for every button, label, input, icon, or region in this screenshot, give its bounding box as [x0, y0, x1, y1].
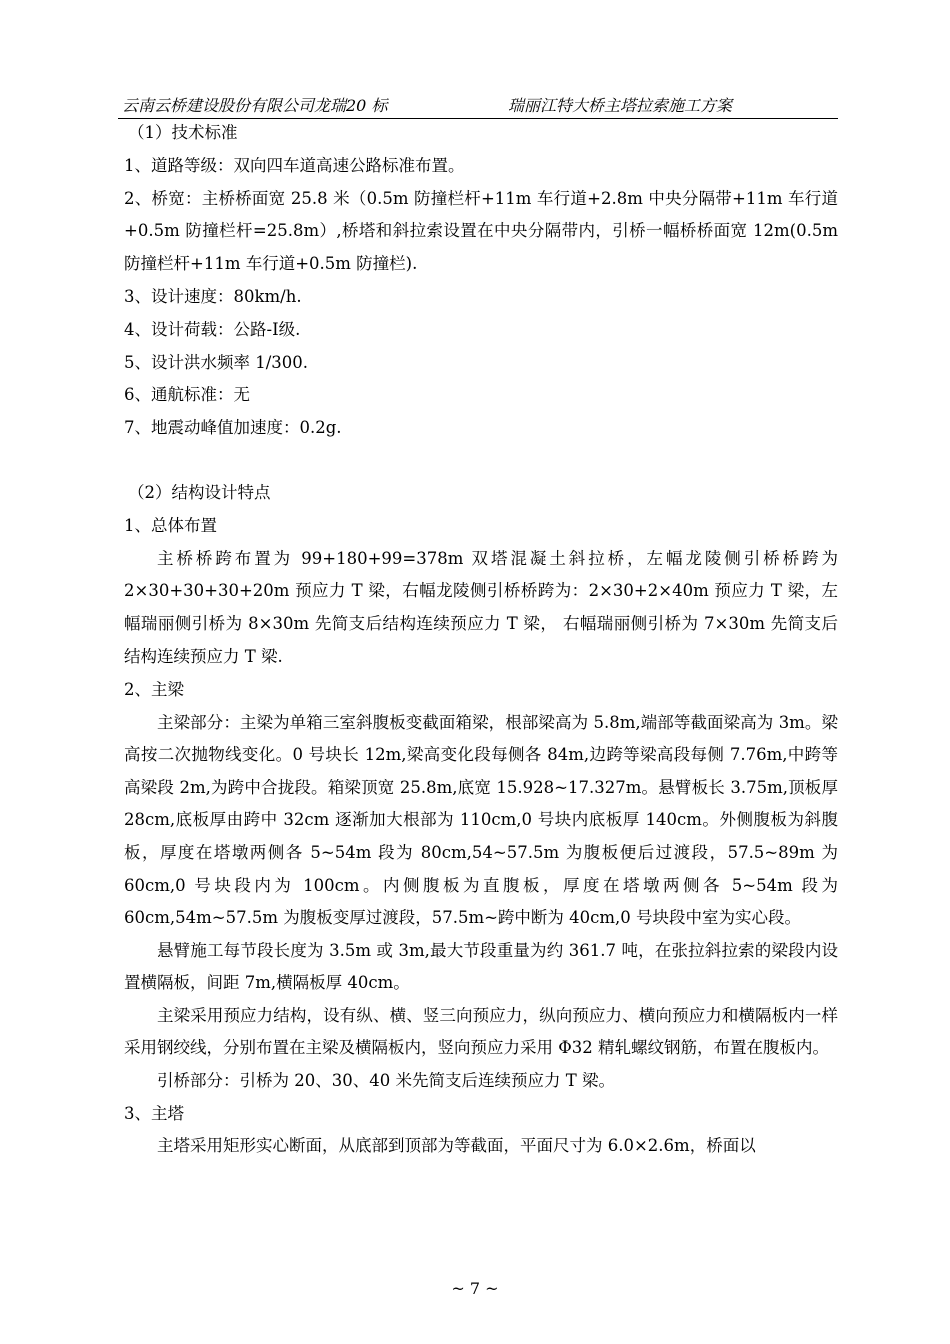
standard-item-7: 7、地震动峰值加速度：0.2g. [124, 418, 342, 438]
document-body [124, 117, 838, 1163]
header-document-title: 瑞丽江特大桥主塔拉索施工方案 [508, 96, 733, 115]
girder-paragraph-2: 悬臂施工每节段长度为 3.5m 或 3m,最大节段重量为约 361.7 吨，在张拉斜拉索的梁段内设置横隔板，间距 7m,横隔板厚 40cm。 [124, 940, 838, 993]
page-header [118, 96, 838, 119]
standard-item-1: 1、道路等级：双向四车道高速公路标准布置。 [124, 155, 465, 175]
tower-paragraph: 主塔采用矩形实心断面，从底部到顶部为等截面，平面尺寸为 6.0×2.6m，桥面以 [157, 1136, 756, 1156]
section-title-tech-standard: （1）技术标准 [128, 123, 238, 142]
girder-paragraph-3: 主梁采用预应力结构，设有纵、横、竖三向预应力，纵向预应力、横向预应力和横隔板内一样采用钢绞线，分别布置在主梁及横隔板内，竖向预应力采用 Φ32 精轧螺纹钢筋，布置在腹板内。 [124, 1005, 838, 1058]
standard-item-5: 5、设计洪水频率 1/300. [124, 352, 309, 372]
subsection-title-tower: 3、主塔 [124, 1103, 184, 1123]
page-number: ~ 7 ~ [451, 1279, 499, 1298]
girder-paragraph-4: 引桥部分：引桥为 20、30、40 米先简支后连续预应力 T 梁。 [157, 1071, 615, 1091]
subsection-title-layout: 1、总体布置 [124, 515, 217, 535]
standard-item-3: 3、设计速度：80km/h. [124, 286, 302, 306]
section-title-structure: （2）结构设计特点 [128, 482, 271, 502]
standard-item-4: 4、设计荷载：公路-Ⅰ级. [124, 319, 301, 339]
standard-item-6: 6、通航标准：无 [124, 385, 250, 405]
layout-paragraph: 主桥桥跨布置为 99+180+99=378m 双塔混凝土斜拉桥，左幅龙陵侧引桥桥跨为 2×30+30+30+20m 预应力 T 梁，右幅龙陵侧引桥桥跨为：2×30+2×40m 预应力 T 梁，左幅瑞丽侧引桥为 8×30m 先简支后结构连续预应力 T 梁， 右幅瑞丽侧引桥为 7×30m 先简支后结构连续预应力 T 梁. [124, 548, 838, 666]
girder-paragraph-1: 主梁部分：主梁为单箱三室斜腹板变截面箱梁，根部梁高为 5.8m,端部等截面梁高为 3m。梁高按二次抛物线变化。0 号块长 12m,梁高变化段每侧各 84m,边跨等梁高段每侧 7.76m,中跨等高梁段 2m,为跨中合拢段。箱梁顶宽 25.8m,底宽 15.928~17.327m。悬臂板长 3.75m,顶板厚 28cm,底板厚由跨中 32cm 逐渐加大根部为 110cm,0 号块内底板厚 140cm。外侧腹板为斜腹板，厚度在塔墩两侧各 5~54m 段为 80cm,54~57.5m 为腹板便后过渡段，57.5~89m 为 60cm,0 号块段内为 100cm。内侧腹板为直腹板，厚度在塔墩两侧各 5~54m 段为 60cm,54m~57.5m 为腹板变厚过渡段，57.5m~跨中断为 40cm,0 号块段中室为实心段。 [124, 712, 838, 928]
header-company: 云南云桥建设股份有限公司龙瑞20 标 [122, 96, 388, 115]
standard-item-2: 2、桥宽：主桥桥面宽 25.8 米（0.5m 防撞栏杆+11m 车行道+2.8m 中央分隔带+11m 车行道+0.5m 防撞栏杆=25.8m）,桥塔和斜拉索设置在中央分隔带内，引桥一幅桥桥面宽 12m(0.5m 防撞栏杆+11m 车行道+0.5m 防撞栏). [124, 188, 838, 274]
paragraph-spacer [124, 445, 838, 477]
subsection-title-girder: 2、主梁 [124, 679, 184, 699]
